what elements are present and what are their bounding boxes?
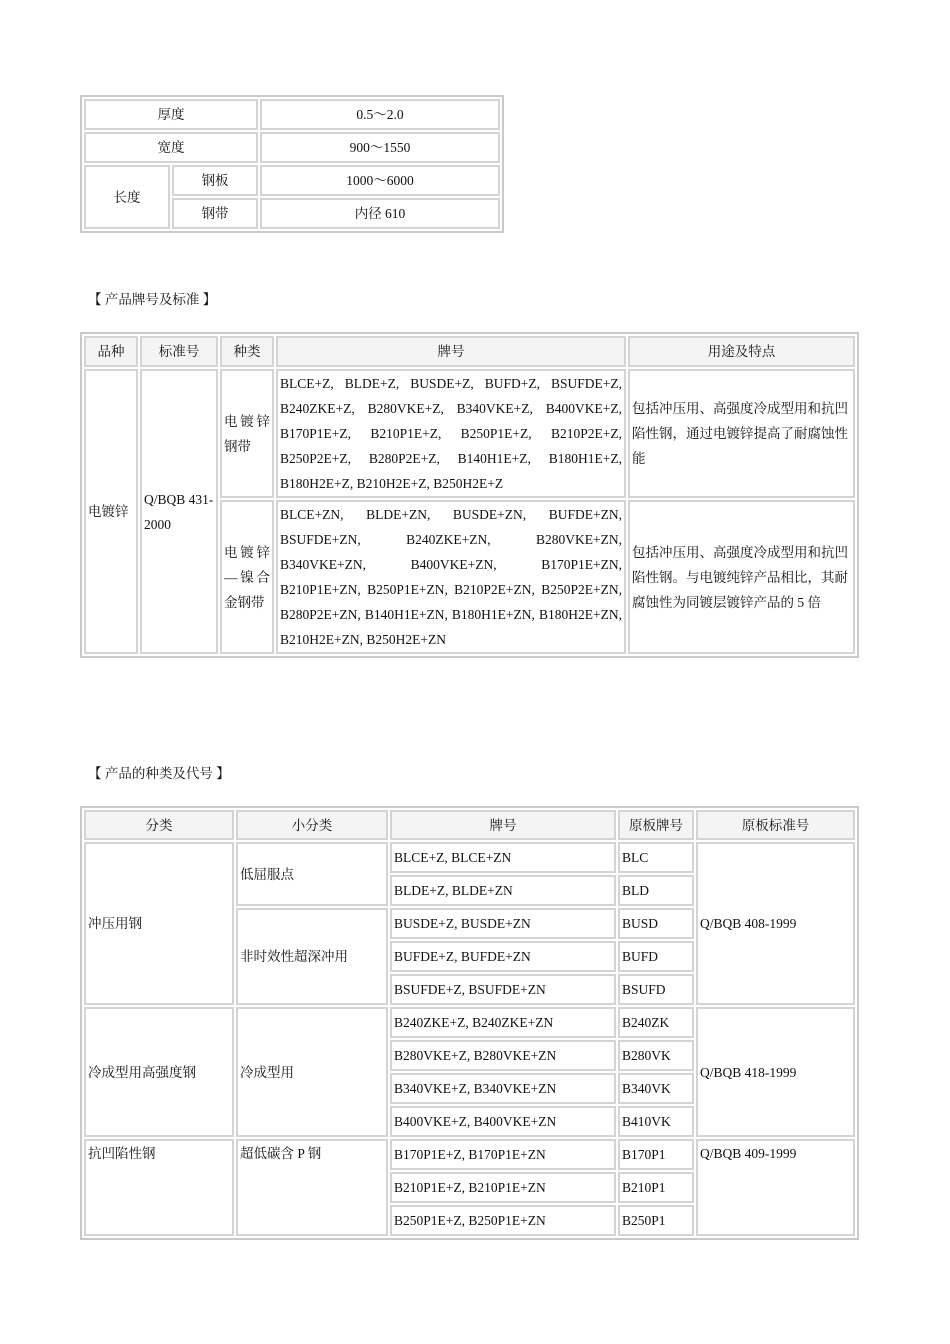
header-type: 种类 bbox=[220, 336, 274, 367]
header-variety: 品种 bbox=[84, 336, 138, 367]
plate-label: 钢板 bbox=[172, 165, 258, 196]
header-standard: 标准号 bbox=[140, 336, 218, 367]
base-standard-cell: Q/BQB 418-1999 bbox=[696, 1007, 855, 1137]
section-title-types: 【 产品的种类及代号 】 bbox=[88, 766, 230, 781]
thickness-row bbox=[84, 99, 500, 130]
base-grade-cell: B250P1 bbox=[618, 1205, 694, 1236]
length-label: 长度 bbox=[84, 165, 170, 229]
dimensions-table bbox=[80, 95, 504, 233]
category-cell: 抗凹陷性钢 bbox=[84, 1139, 234, 1236]
type-cell: 电镀锌钢带 bbox=[220, 369, 274, 498]
header-category: 分类 bbox=[84, 810, 234, 840]
header-usage: 用途及特点 bbox=[628, 336, 855, 367]
table-row bbox=[84, 1007, 855, 1038]
base-grade-cell: B410VK bbox=[618, 1106, 694, 1137]
base-grade-cell: BUSD bbox=[618, 908, 694, 939]
grade-cell: B240ZKE+Z, B240ZKE+ZN bbox=[390, 1007, 616, 1038]
subcategory-cell: 超低碳含 P 钢 bbox=[236, 1139, 388, 1236]
grade-cell: B210P1E+Z, B210P1E+ZN bbox=[390, 1172, 616, 1203]
strip-value: 内径 610 bbox=[260, 198, 500, 229]
grades-header-row bbox=[84, 336, 855, 367]
header-base-standard: 原板标准号 bbox=[696, 810, 855, 840]
thickness-value: 0.5～2.0 bbox=[260, 99, 500, 130]
grade-cell: B400VKE+Z, B400VKE+ZN bbox=[390, 1106, 616, 1137]
standard-cell: Q/BQB 431-2000 bbox=[140, 369, 218, 654]
grade-cell: B250P1E+Z, B250P1E+ZN bbox=[390, 1205, 616, 1236]
header-grade: 牌号 bbox=[276, 336, 626, 367]
grade-list-cell: BLCE+Z, BLDE+Z, BUSDE+Z, BUFD+Z, BSUFDE+Z, B240ZKE+Z, B280VKE+Z, B340VKE+Z, B400VKE+Z, B170P1E+Z, B210P1E+Z, B250P1E+Z, B210P2E+Z, B250P2E+Z, B280P2E+Z, B140H1E+Z, B180H1E+Z, B180H2E+Z, B210H2E+Z, B250H2E+Z bbox=[276, 369, 626, 498]
base-standard-cell: Q/BQB 409-1999 bbox=[696, 1139, 855, 1236]
types-table bbox=[80, 806, 859, 1240]
grade-cell: B280VKE+Z, B280VKE+ZN bbox=[390, 1040, 616, 1071]
grade-list-cell: BLCE+ZN, BLDE+ZN, BUSDE+ZN, BUFDE+ZN, BSUFDE+ZN, B240ZKE+ZN, B280VKE+ZN, B340VKE+ZN, B400VKE+ZN, B170P1E+ZN, B210P1E+ZN, B250P1E+ZN, B210P2E+ZN, B250P2E+ZN, B280P2E+ZN, B140H1E+ZN, B180H1E+ZN, B180H2E+ZN, B210H2E+ZN, B250H2E+ZN bbox=[276, 500, 626, 654]
base-grade-cell: BLD bbox=[618, 875, 694, 906]
width-label: 宽度 bbox=[84, 132, 258, 163]
base-grade-cell: BUFD bbox=[618, 941, 694, 972]
grades-table bbox=[80, 332, 859, 658]
base-grade-cell: BLC bbox=[618, 842, 694, 873]
grade-cell: BSUFDE+Z, BSUFDE+ZN bbox=[390, 974, 616, 1005]
thickness-label: 厚度 bbox=[84, 99, 258, 130]
grade-cell: B170P1E+Z, B170P1E+ZN bbox=[390, 1139, 616, 1170]
base-standard-cell: Q/BQB 408-1999 bbox=[696, 842, 855, 1005]
plate-value: 1000～6000 bbox=[260, 165, 500, 196]
strip-label: 钢带 bbox=[172, 198, 258, 229]
grade-cell: BLDE+Z, BLDE+ZN bbox=[390, 875, 616, 906]
section-title-grades: 【 产品牌号及标准 】 bbox=[88, 292, 217, 307]
width-value: 900～1550 bbox=[260, 132, 500, 163]
types-header-row bbox=[84, 810, 855, 840]
category-cell: 冲压用钢 bbox=[84, 842, 234, 1005]
subcategory-cell: 冷成型用 bbox=[236, 1007, 388, 1137]
variety-cell: 电镀锌 bbox=[84, 369, 138, 654]
grade-cell: B340VKE+Z, B340VKE+ZN bbox=[390, 1073, 616, 1104]
table-row bbox=[84, 1139, 855, 1170]
header-subcategory: 小分类 bbox=[236, 810, 388, 840]
type-cell: 电镀锌—镍合金钢带 bbox=[220, 500, 274, 654]
width-row bbox=[84, 132, 500, 163]
header-grade: 牌号 bbox=[390, 810, 616, 840]
base-grade-cell: B240ZK bbox=[618, 1007, 694, 1038]
base-grade-cell: B210P1 bbox=[618, 1172, 694, 1203]
usage-cell: 包括冲压用、高强度冷成型用和抗凹陷性钢，通过电镀锌提高了耐腐蚀性能 bbox=[628, 369, 855, 498]
base-grade-cell: B280VK bbox=[618, 1040, 694, 1071]
length-plate-row bbox=[84, 165, 500, 196]
usage-cell: 包括冲压用、高强度冷成型用和抗凹陷性钢。与电镀纯锌产品相比，其耐腐蚀性为同镀层镀锌产品的 5 倍 bbox=[628, 500, 855, 654]
category-cell: 冷成型用高强度钢 bbox=[84, 1007, 234, 1137]
grade-cell: BLCE+Z, BLCE+ZN bbox=[390, 842, 616, 873]
header-base-grade: 原板牌号 bbox=[618, 810, 694, 840]
grade-cell: BUSDE+Z, BUSDE+ZN bbox=[390, 908, 616, 939]
subcategory-cell: 非时效性超深冲用 bbox=[236, 908, 388, 1005]
base-grade-cell: B340VK bbox=[618, 1073, 694, 1104]
grade-cell: BUFDE+Z, BUFDE+ZN bbox=[390, 941, 616, 972]
table-row bbox=[84, 842, 855, 873]
base-grade-cell: B170P1 bbox=[618, 1139, 694, 1170]
subcategory-cell: 低屈服点 bbox=[236, 842, 388, 906]
grades-row bbox=[84, 369, 855, 498]
base-grade-cell: BSUFD bbox=[618, 974, 694, 1005]
